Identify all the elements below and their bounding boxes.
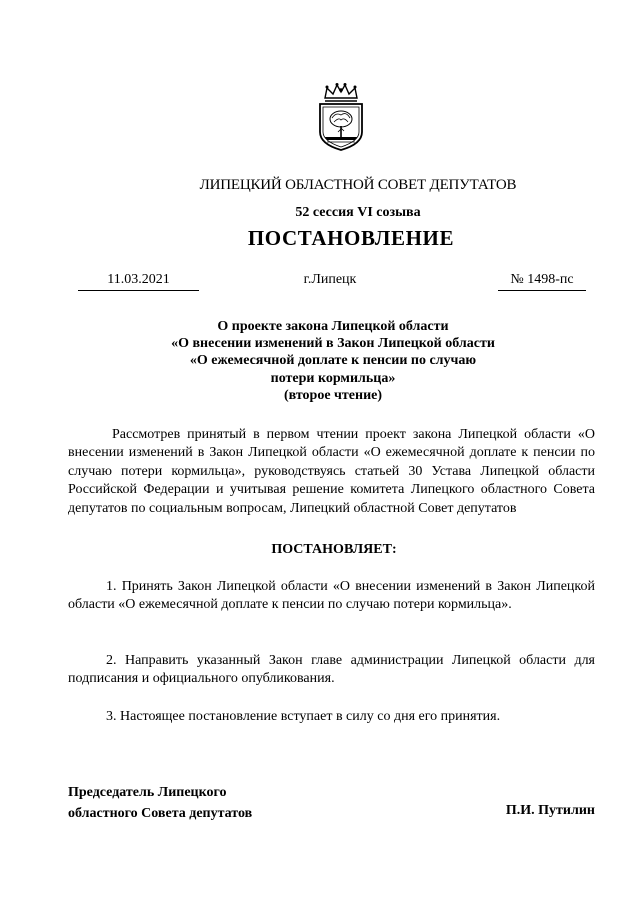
signatory-title-line: Председатель Липецкого: [68, 785, 227, 800]
signatory-name: П.И. Путилин: [505, 803, 595, 818]
resolution-item-3: [68, 708, 595, 726]
document-number: № 1498-пс: [498, 272, 586, 291]
subject-line: О проекте закона Липецкой области: [217, 319, 449, 334]
subject-line: потери кормильца»: [270, 370, 396, 386]
document-subject: [0, 318, 640, 404]
resolution-item-2: [68, 652, 595, 689]
preamble: [68, 426, 595, 518]
signatory-title-line: областного Совета депутатов: [68, 806, 253, 821]
signatory-title: [68, 782, 252, 824]
resolves-heading: ПОСТАНОВЛЯЕТ:: [271, 542, 397, 557]
council-name: ЛИПЕЦКИЙ ОБЛАСТНОЙ СОВЕТ ДЕПУТАТОВ: [199, 177, 517, 193]
session-number: 52 сессия VI созыва: [295, 205, 421, 220]
document-date: 11.03.2021: [78, 272, 199, 291]
preamble-text: Рассмотрев принятый в первом чтении проект закона Липецкой области «О внесении изменений в Закон Липецкой области «О ежемесячной доплате к пенсии по случаю потери кормильца», руководствуясь статьей 30 Устава Липецкой области Российской Федерации и учитывая решение комитета Липецкого областного Совета депутатов по социальным вопросам, Липецкий областной Совет депутатов: [68, 427, 595, 516]
resolution-item-text: 1. Принять Закон Липецкой области «О внесении изменений в Закон Липецкой области «О ежемесячной доплате к пенсии по случаю потери кормильца».: [68, 579, 595, 613]
resolution-item-text: 3. Настоящее постановление вступает в силу со дня его принятия.: [106, 709, 501, 724]
document-city: г.Липецк: [303, 272, 357, 287]
coat-of-arms-icon: [315, 82, 367, 152]
subject-line: «О внесении изменений в Закон Липецкой области: [171, 336, 495, 352]
subject-line: «О ежемесячной доплате к пенсии по случаю: [189, 353, 477, 369]
subject-line: (второе чтение): [283, 387, 383, 403]
resolution-item-1: [68, 578, 595, 615]
document-type: ПОСТАНОВЛЕНИЕ: [247, 226, 455, 250]
resolution-item-text: 2. Направить указанный Закон главе администрации Липецкой области для подписания и официального опубликования.: [68, 653, 595, 687]
